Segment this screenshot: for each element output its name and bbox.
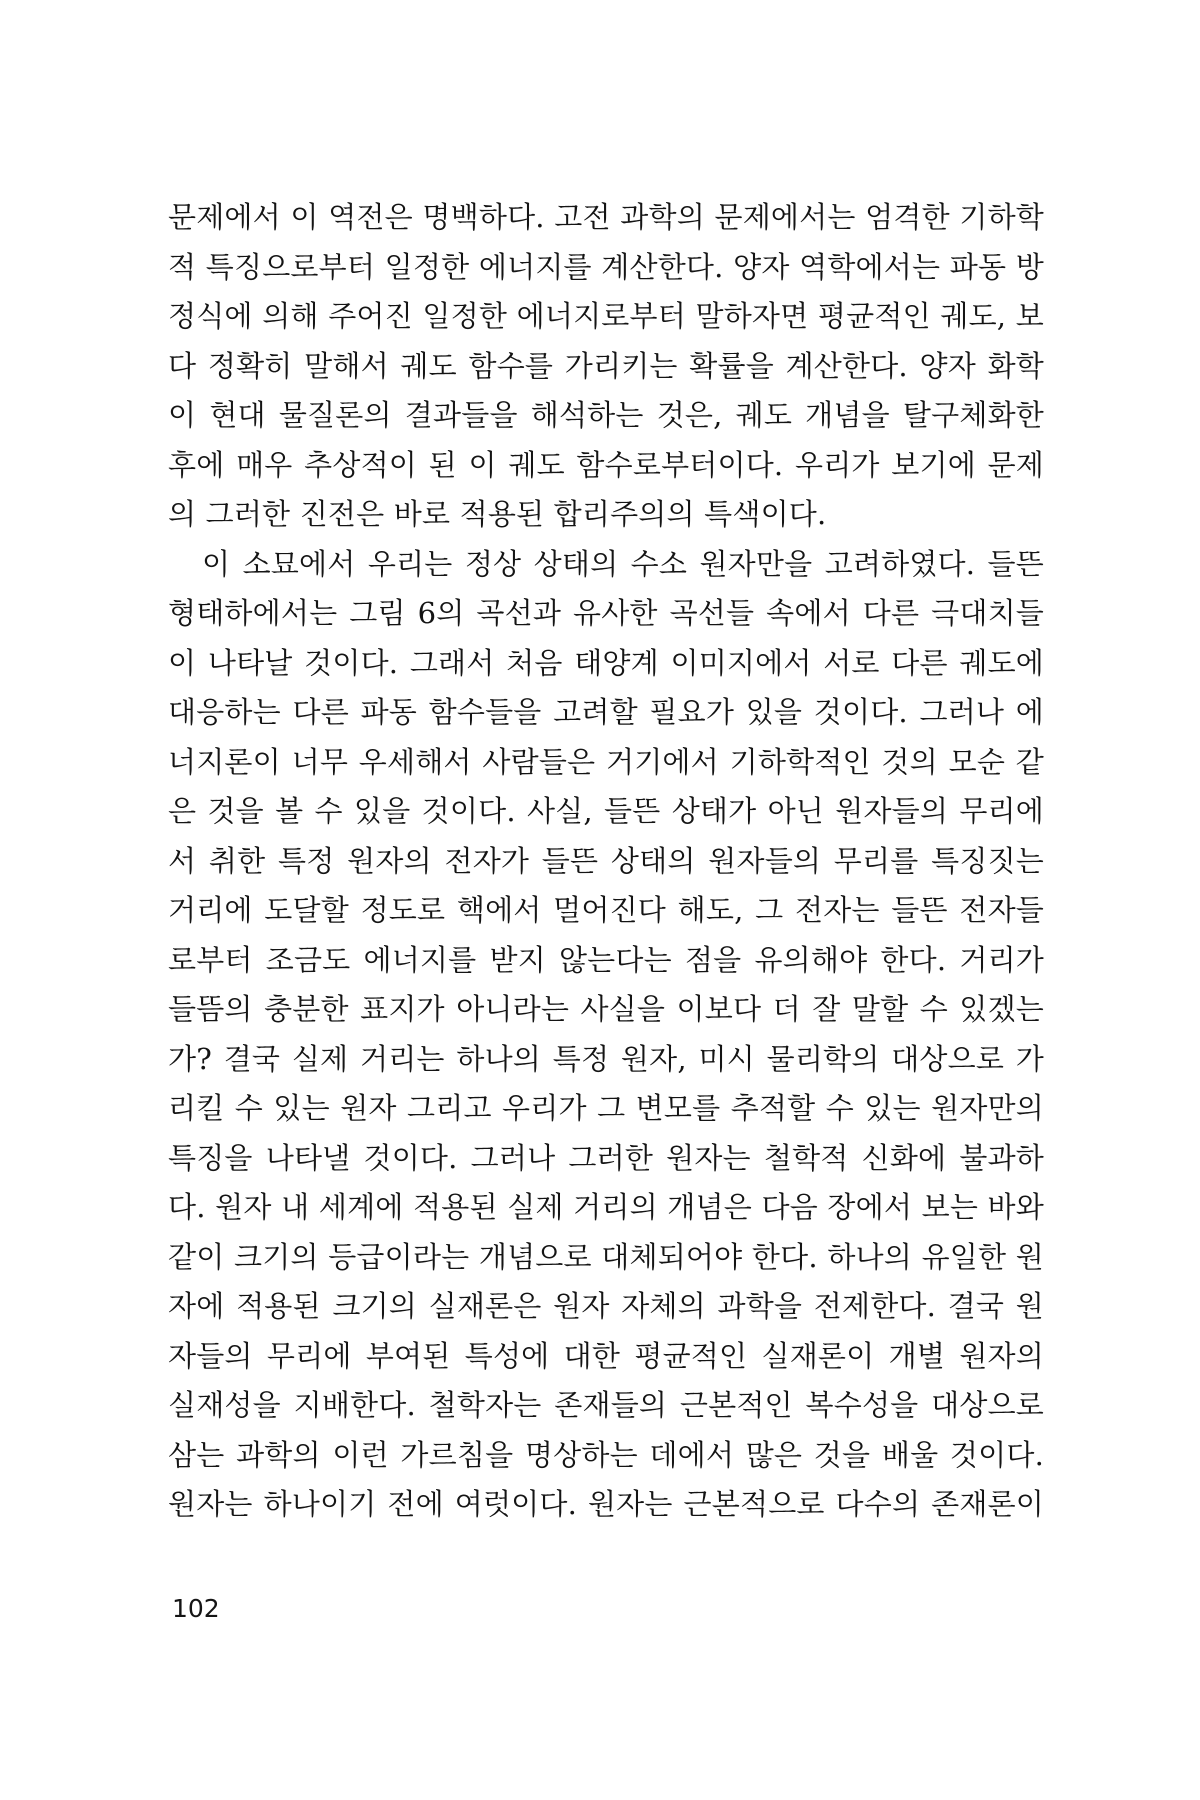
text-line: 자에 적용된 크기의 실재론은 원자 자체의 과학을 전제한다. 결국 원	[168, 1289, 1044, 1323]
text-line: 이 소묘에서 우리는 정상 상태의 수소 원자만을 고려하였다. 들뜬	[202, 546, 1044, 581]
text-line: 이 나타날 것이다. 그래서 처음 태양계 이미지에서 서로 다른 궤도에	[168, 645, 1044, 680]
text-line: 리킬 수 있는 원자 그리고 우리가 그 변모를 추적할 수 있는 원자만의	[168, 1091, 1044, 1125]
text-line: 거리에 도달할 정도로 핵에서 멀어진다 해도, 그 전자는 들뜬 전자들	[168, 893, 1044, 927]
text-line: 같이 크기의 등급이라는 개념으로 대체되어야 한다. 하나의 유일한 원	[168, 1239, 1044, 1274]
text-line: 자들의 무리에 부여된 특성에 대한 평균적인 실재론이 개별 원자의	[168, 1338, 1044, 1373]
text-line: 적 특징으로부터 일정한 에너지를 계산한다. 양자 역학에서는 파동 방	[168, 249, 1044, 284]
text-line: 형태하에서는 그림 6의 곡선과 유사한 곡선들 속에서 다른 극대치들	[168, 596, 1044, 630]
text-line: 다 정확히 말해서 궤도 함수를 가리키는 확률을 계산한다. 양자 화학	[168, 348, 1044, 383]
text-line: 다. 원자 내 세계에 적용된 실제 거리의 개념은 다음 장에서 보는 바와	[168, 1190, 1044, 1224]
page-number: 102	[172, 1594, 220, 1623]
text-line: 후에 매우 추상적이 된 이 궤도 함수로부터이다. 우리가 보기에 문제	[168, 447, 1044, 482]
text-line: 특징을 나타낼 것이다. 그러나 그러한 원자는 철학적 신화에 불과하	[168, 1140, 1044, 1175]
paragraph-1	[168, 193, 1044, 540]
text-line: 은 것을 볼 수 있을 것이다. 사실, 들뜬 상태가 아닌 원자들의 무리에	[168, 794, 1044, 828]
text-line: 실재성을 지배한다. 철학자는 존재들의 근본적인 복수성을 대상으로	[168, 1388, 1044, 1422]
paragraph-2	[168, 540, 1044, 1530]
text-line: 원자는 하나이기 전에 여럿이다. 원자는 근본적으로 다수의 존재론이	[168, 1487, 1044, 1521]
text-line: 삼는 과학의 이런 가르침을 명상하는 데에서 많은 것을 배울 것이다.	[168, 1437, 1044, 1472]
text-line: 들뜸의 충분한 표지가 아니라는 사실을 이보다 더 잘 말할 수 있겠는	[168, 992, 1044, 1026]
text-line: 정식에 의해 주어진 일정한 에너지로부터 말하자면 평균적인 궤도, 보	[168, 299, 1044, 333]
text-line: 가? 결국 실제 거리는 하나의 특정 원자, 미시 물리학의 대상으로 가	[168, 1041, 1044, 1076]
text-line: 대응하는 다른 파동 함수들을 고려할 필요가 있을 것이다. 그러나 에	[168, 695, 1044, 729]
text-line: 의 그러한 진전은 바로 적용된 합리주의의 특색이다.	[168, 497, 827, 531]
text-line: 너지론이 너무 우세해서 사람들은 거기에서 기하학적인 것의 모순 같	[168, 744, 1044, 779]
text-line: 로부터 조금도 에너지를 받지 않는다는 점을 유의해야 한다. 거리가	[168, 942, 1044, 977]
text-line: 서 취한 특정 원자의 전자가 들뜬 상태의 원자들의 무리를 특징짓는	[168, 843, 1044, 878]
body-text	[168, 193, 1044, 1530]
text-line: 이 현대 물질론의 결과들을 해석하는 것은, 궤도 개념을 탈구체화한	[168, 398, 1044, 432]
text-line: 문제에서 이 역전은 명백하다. 고전 과학의 문제에서는 엄격한 기하학	[168, 200, 1044, 234]
